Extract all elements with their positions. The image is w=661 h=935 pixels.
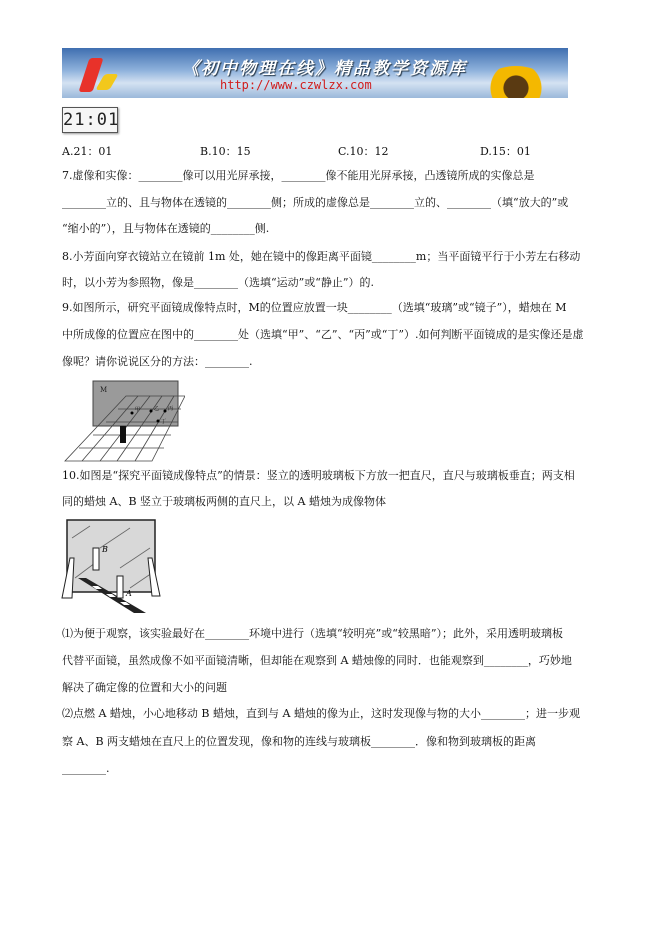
header-banner <box>62 48 568 98</box>
label-jia: 甲 <box>135 407 141 413</box>
banner-title: 《初中物理在线》精品教学资源库 <box>182 59 467 79</box>
sunflower-image <box>482 66 550 98</box>
option-d: D.15：01 <box>480 145 531 158</box>
q10-part1-line: ⑴为便于观察，该实验最好在________环境中进行（选填“较明亮”或“较黑暗”）；此外，采用透明玻璃板 <box>62 627 563 640</box>
q10-part2-line: 察 A、B 两支蜡烛在直尺上的位置发现，像和物的连线与玻璃板________．像和物到玻璃板的距离 <box>62 735 537 748</box>
q10-part1-line: 解决了确定像的位置和大小的问题 <box>62 681 227 694</box>
q10-line: 同的蜡烛 A、B 竖立于玻璃板两侧的直尺上，以 A 蜡烛为成像物体 <box>62 495 386 508</box>
option-b: B.10：15 <box>200 145 251 158</box>
digital-clock-image: 21:01 <box>62 107 118 133</box>
option-a: A.21：01 <box>62 145 113 158</box>
q9-line: 中所成像的位置应在图中的________处（选填“甲”、“乙”、“丙”或“丁”）.如何判断平面镜成的是实像还是虚 <box>62 328 584 341</box>
q10-figure-glass-candles <box>60 518 165 614</box>
label-m: M <box>100 386 108 394</box>
label-yi: 乙 <box>154 406 160 412</box>
q8-line: 时，以小芳为参照物，像是________（选填“运动”或“静止”）的. <box>62 276 374 289</box>
banner-url: http://www.czwlzx.com <box>220 78 372 92</box>
q10-part2-line: ⑵点燃 A 蜡烛，小心地移动 B 蜡烛，直到与 A 蜡烛的像为止，这时发现像与物的大小________；进一步观 <box>62 707 580 720</box>
q10-part1-line: 代替平面镜，虽然成像不如平面镜清晰，但却能在观察到 A 蜡烛像的同时．也能观察到________，巧妙地 <box>62 654 572 667</box>
q8-line: 8.小芳面向穿衣镜站立在镜前 1m 处，她在镜中的像距离平面镜________m；当平面镜平行于小芳左右移动 <box>62 250 581 263</box>
label-ding: 丁 <box>161 419 167 425</box>
q7-line: “缩小的”），且与物体在透镜的________侧. <box>62 222 270 235</box>
q10-part2-line: ________. <box>62 762 110 775</box>
logo-mark-accent <box>95 74 118 90</box>
q7-line: 7.虚像和实像：________像可以用光屏承接，________像不能用光屏承接，凸透镜所成的实像总是 <box>62 169 535 182</box>
label-a: A <box>126 589 132 598</box>
q7-line: ________立的、且与物体在透镜的________侧；所成的虚像总是________立的、________（填“放大的”或 <box>62 196 569 209</box>
candle <box>120 426 126 443</box>
label-b: B <box>102 545 108 554</box>
q9-line: 9.如图所示，研究平面镜成像特点时，M的位置应放置一块________（选填“玻璃”或“镜子”），蜡烛在 M <box>62 301 567 314</box>
label-bing: 丙 <box>168 406 174 412</box>
q10-line: 10.如图是“探究平面镜成像特点”的情景：竖立的透明玻璃板下方放一把直尺，直尺与玻璃板垂直；两支相 <box>62 469 575 482</box>
option-c: C.10：12 <box>338 145 389 158</box>
q9-figure-mirror-grid <box>60 378 185 464</box>
q9-line: 像呢？请你说说区分的方法：________. <box>62 355 253 368</box>
